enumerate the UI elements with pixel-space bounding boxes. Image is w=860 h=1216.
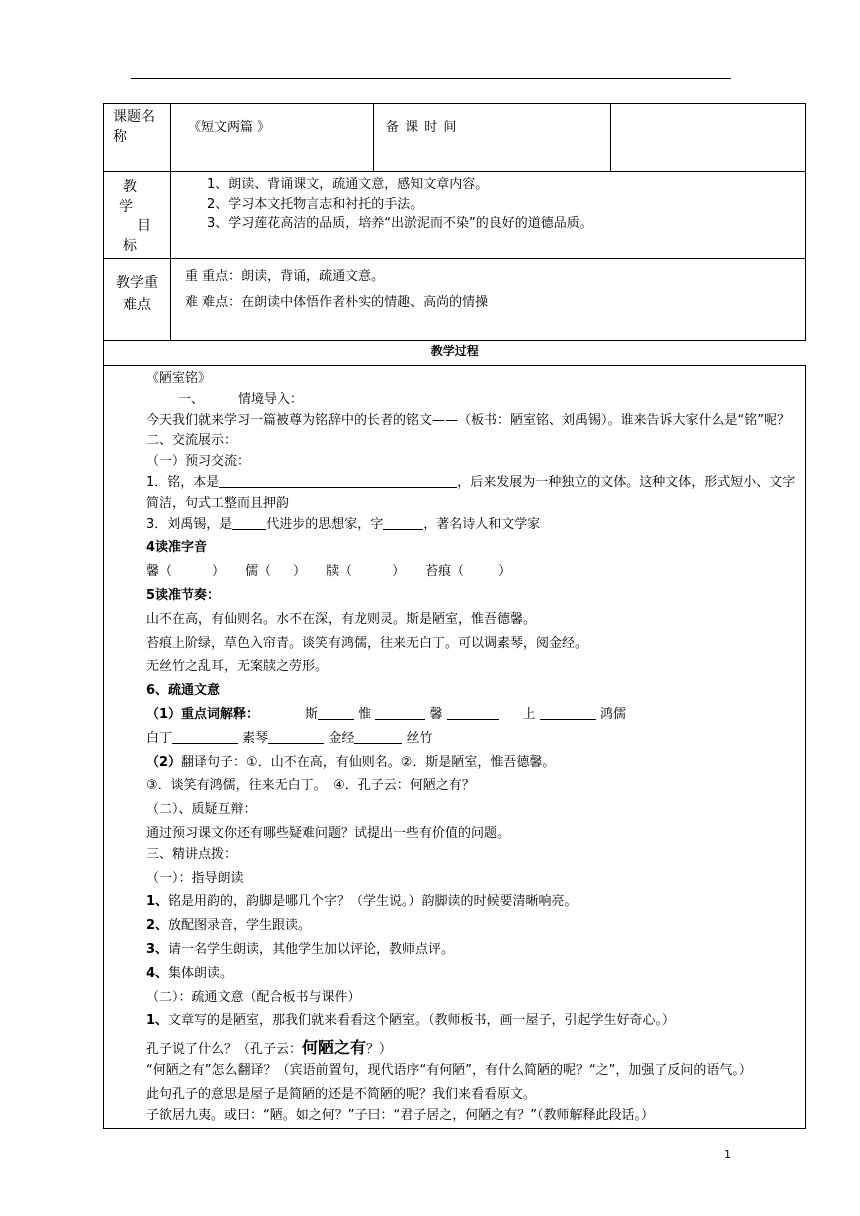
text-line: 二、交流展示： [146, 433, 238, 449]
focus-point: 重 重点：朗读，背诵，疏通文意。 [185, 269, 385, 284]
text-line: （二）、质疑互辩： [146, 802, 257, 818]
text-line: 3．刘禹锡，是 代进步的思想家，字 ，著名诗人和文学家 [146, 516, 541, 532]
objectives-content [171, 172, 806, 259]
text-line: 通过预习课文你还有哪些疑难问题？试提出一些有价值的问题。 [146, 825, 511, 841]
objectives-label: 教 学 目 标 [104, 172, 171, 259]
text-line: 1．铭，本是 ，后来发展为一种独立的文体。这种文体，形式短小、文字简洁，句式工整而且押韵 [146, 474, 796, 511]
text-line: 子欲居九夷。或曰：“陋。如之何？”子曰：“君子居之，何陋之有？”（教师解释此段话。） [146, 1107, 654, 1123]
text-line: （一）：指导朗读 [146, 870, 244, 886]
text-line: （2）翻译句子：①．山不在高，有仙则名。②．斯是陋室，惟吾德馨。 [146, 754, 556, 770]
text-line: 6、疏通文意 [146, 683, 221, 699]
text-line: 1、文章写的是陋室，那我们就来看看这个陋室。（教师板书，画一屋子，引起学生好奇心。） [146, 1013, 676, 1029]
text-line: （一）预习交流： [146, 454, 251, 470]
text-line: 馨（ ） 儒（ ） 牍（ ） 苔痕（ ） [146, 564, 512, 580]
text-line: 《陋室铭》 [146, 371, 212, 386]
page-number: 1 [724, 1148, 731, 1161]
key-points-row [104, 259, 806, 341]
text-line: ③．谈笑有鸿儒，往来无白丁。 ④．孔子云：何陋之有？ [146, 778, 475, 794]
text-line: 一、 情境导入： [178, 391, 304, 407]
text-line: “何陋之有”怎么翻译？（宾语前置句，现代语序“有何陋”，有什么简陋的呢？“之”，加强了反问的语气。） [146, 1062, 752, 1078]
text-line: 3、请一名学生朗读，其他学生加以评论，教师点评。 [146, 941, 455, 957]
text-line: 2、放配图录音，学生跟读。 [146, 918, 312, 934]
text-line: 4、集体朗读。 [146, 965, 234, 981]
header-rule [131, 78, 731, 79]
text-line: 5读准节奏： [146, 587, 221, 603]
subject-value: 《短文两篇 》 [171, 104, 374, 172]
text-line: 三、精讲点拨： [146, 846, 238, 862]
subject-label: 课题名称 [104, 104, 171, 172]
objectives-row [104, 172, 806, 259]
prep-time-value [611, 104, 806, 172]
text-line: 1、铭是用韵的，韵脚是哪几个字？（学生说。）韵脚读的时候要清晰响亮。 [146, 894, 578, 910]
objective-item: 1、朗读、背诵课文，疏通文意，感知文章内容。 [207, 177, 489, 192]
lesson-plan-table [103, 103, 806, 1129]
text-line: 无丝竹之乱耳，无案牍之劳形。 [146, 659, 329, 675]
text-line: 今天我们就来学习一篇被尊为铭辞中的长者的铭文——（板书：陋室铭、刘禹锡）。谁来告诉大家什么是“铭”呢？ [146, 412, 790, 428]
prep-time-label: 备 课 时 间 [374, 104, 611, 172]
process-heading: 教学过程 [104, 341, 806, 366]
objective-item: 2、学习本文托物言志和衬托的手法。 [207, 196, 424, 212]
process-heading-row [104, 341, 806, 366]
text-line: 苔痕上阶绿，草色入帘青。谈笑有鸿儒，往来无白丁。可以调素琴，阅金经。 [146, 635, 589, 651]
objective-item: 3、学习莲花高洁的品质，培养“出淤泥而不染”的良好的道德品质。 [207, 216, 593, 231]
text-line: （1）重点词解释： 斯 惟 馨 上 鸿儒 [146, 706, 626, 722]
process-body-row [104, 366, 806, 1129]
text-line: 孔子说了什么？（孔子云：何陋之有？） [146, 1038, 393, 1058]
text-line: 此句孔子的意思是屋子是简陋的还是不简陋的呢？我们来看看原文。 [146, 1086, 537, 1102]
process-body [104, 366, 806, 1129]
text-line: 白丁 素琴 金经 丝竹 [146, 730, 433, 746]
key-points-content [171, 259, 806, 341]
key-points-label: 教学重 难点 [104, 259, 171, 341]
text-line: （二）：疏通文意（配合板书与课件） [146, 989, 361, 1005]
text-line: 4读准字音 [146, 540, 208, 556]
difficulty-point: 难 难点：在朗读中体悟作者朴实的情趣、高尚的情操 [185, 295, 489, 310]
text-line: 山不在高，有仙则名。水不在深，有龙则灵。斯是陋室，惟吾德馨。 [146, 611, 537, 627]
subject-row [104, 104, 806, 172]
